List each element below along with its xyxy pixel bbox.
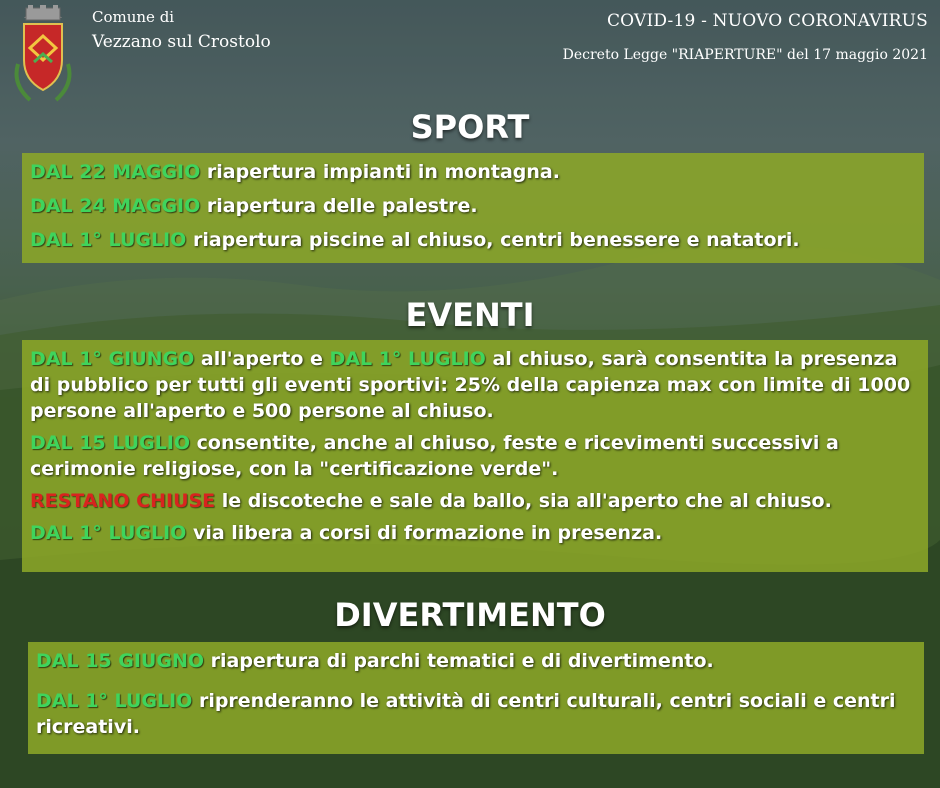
item-text: riapertura di parchi tematici e di divertimento. <box>204 650 714 672</box>
eventi-item <box>30 520 920 546</box>
date-highlight: DAL 24 MAGGIO <box>30 195 201 217</box>
item-text: al chiuso, sarà consentita la presenza di pubblico per tutti gli eventi sportivi: 25% della capienza max con limite di 1000 persone all'aperto e 500 persone al chiuso. <box>30 348 911 422</box>
section-title-sport: SPORT <box>410 108 530 146</box>
decree-title: Decreto Legge "RIAPERTURE" del 17 maggio 2021 <box>562 47 928 63</box>
date-highlight: DAL 1° LUGLIO <box>30 229 187 251</box>
item-text: riapertura impianti in montagna. <box>200 161 560 183</box>
panel-eventi <box>22 340 928 572</box>
section-title-eventi: EVENTI <box>405 296 535 334</box>
date-highlight: DAL 22 MAGGIO <box>30 161 201 183</box>
item-text: riapertura piscine al chiuso, centri benessere e natatori. <box>186 229 800 251</box>
panel-divertimento <box>28 642 924 754</box>
date-highlight: DAL 1° LUGLIO <box>30 522 187 544</box>
eventi-item <box>30 430 920 482</box>
eventi-item <box>30 346 920 424</box>
closed-highlight: RESTANO CHIUSE <box>30 490 216 512</box>
sport-item <box>30 193 916 219</box>
item-text: all'aperto e <box>194 348 330 370</box>
comune-name: Vezzano sul Crostolo <box>92 32 271 52</box>
date-highlight: DAL 1° LUGLIO <box>329 348 486 370</box>
date-highlight: DAL 1° GIUNGO <box>30 348 195 370</box>
item-text: via libera a corsi di formazione in presenza. <box>186 522 663 544</box>
item-text: riapertura delle palestre. <box>200 195 478 217</box>
sport-item <box>30 159 916 185</box>
eventi-item <box>30 488 920 514</box>
item-text: riprenderanno le attività di centri culturali, centri sociali e centri ricreativi. <box>36 690 896 738</box>
date-highlight: DAL 15 GIUGNO <box>36 650 204 672</box>
item-text: consentite, anche al chiuso, feste e ricevimenti successivi a cerimonie religiose, con la "certificazione verde". <box>30 432 839 480</box>
date-highlight: DAL 1° LUGLIO <box>36 690 193 712</box>
covid-title: COVID-19 - NUOVO CORONAVIRUS <box>606 11 928 31</box>
divertimento-item <box>36 648 916 674</box>
municipal-crest-icon <box>10 4 76 104</box>
section-title-divertimento: DIVERTIMENTO <box>334 596 606 634</box>
item-text: le discoteche e sale da ballo, sia all'aperto che al chiuso. <box>215 490 832 512</box>
date-highlight: DAL 15 LUGLIO <box>30 432 191 454</box>
panel-sport <box>22 153 924 263</box>
sport-item <box>30 227 916 253</box>
comune-label: Comune di <box>92 8 175 26</box>
header <box>0 0 940 100</box>
divertimento-item <box>36 688 916 740</box>
